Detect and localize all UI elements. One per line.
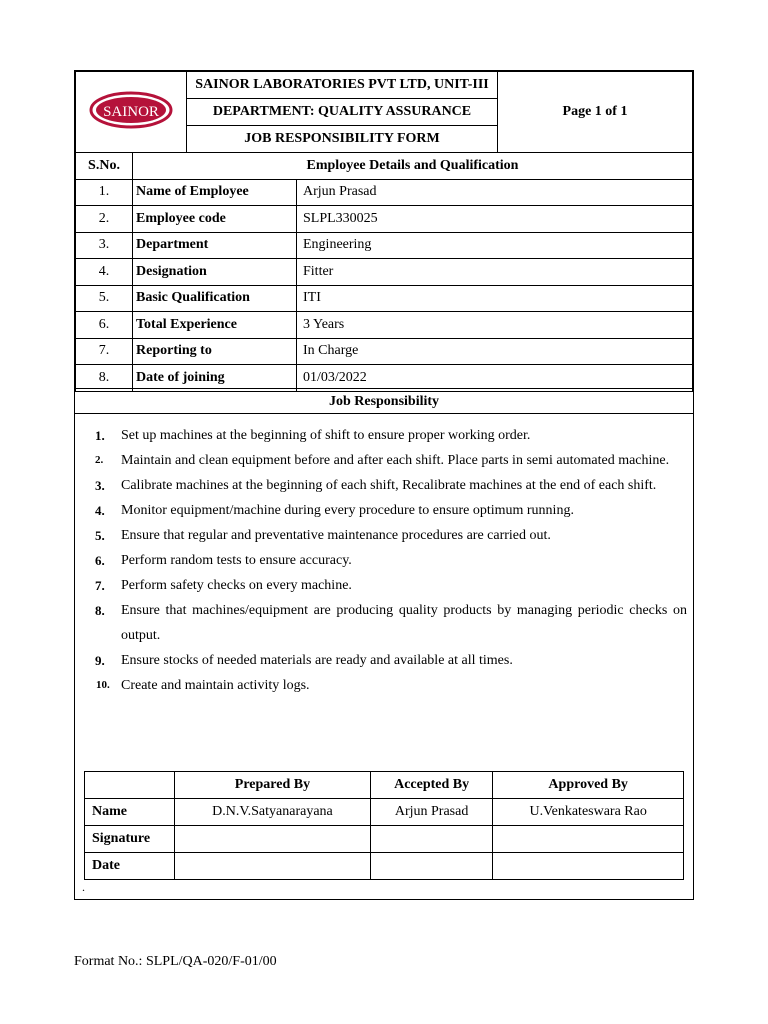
row-number: 6. bbox=[76, 312, 133, 339]
page-number: Page 1 of 1 bbox=[498, 72, 693, 153]
row-value: Engineering bbox=[297, 232, 693, 259]
prepared-date bbox=[175, 853, 371, 880]
row-label: Department bbox=[133, 232, 297, 259]
item-number: 6. bbox=[95, 553, 105, 568]
row-value: 01/03/2022 bbox=[297, 365, 693, 392]
item-number: 9. bbox=[95, 653, 105, 668]
employee-details-table bbox=[75, 152, 693, 392]
accepted-name: Arjun Prasad bbox=[370, 799, 492, 826]
row-number: 3. bbox=[76, 232, 133, 259]
detail-row bbox=[76, 232, 693, 259]
list-item bbox=[95, 523, 687, 548]
item-number: 7. bbox=[95, 578, 105, 593]
stray-dot: . bbox=[82, 880, 85, 894]
row-number: 5. bbox=[76, 285, 133, 312]
row-number: 7. bbox=[76, 338, 133, 365]
department-title: DEPARTMENT: QUALITY ASSURANCE bbox=[187, 99, 498, 126]
row-number: 8. bbox=[76, 365, 133, 392]
list-item bbox=[95, 598, 687, 648]
item-text: Set up machines at the beginning of shift to ensure proper working order. bbox=[121, 428, 531, 443]
signature-label: Signature bbox=[85, 826, 175, 853]
date-label: Date bbox=[85, 853, 175, 880]
row-label: Employee code bbox=[133, 206, 297, 233]
item-text: Maintain and clean equipment before and after each shift. Place parts in semi automated machine. bbox=[121, 453, 670, 468]
row-value: ITI bbox=[297, 285, 693, 312]
row-value: Fitter bbox=[297, 259, 693, 286]
approved-signature bbox=[493, 826, 684, 853]
list-item bbox=[95, 473, 687, 498]
approved-date bbox=[493, 853, 684, 880]
list-item bbox=[95, 648, 687, 673]
row-value: In Charge bbox=[297, 338, 693, 365]
approved-by-header: Approved By bbox=[493, 772, 684, 799]
format-number: Format No.: SLPL/QA-020/F-01/00 bbox=[74, 954, 277, 969]
item-number: 3. bbox=[95, 478, 105, 493]
item-text: Monitor equipment/machine during every procedure to ensure optimum running. bbox=[121, 503, 574, 518]
row-value: 3 Years bbox=[297, 312, 693, 339]
item-number: 2. bbox=[95, 454, 104, 466]
row-number: 2. bbox=[76, 206, 133, 233]
item-number: 8. bbox=[95, 603, 105, 618]
accepted-date bbox=[370, 853, 492, 880]
row-number: 4. bbox=[76, 259, 133, 286]
job-responsibility-heading: Job Responsibility bbox=[75, 388, 693, 414]
row-number: 1. bbox=[76, 179, 133, 206]
col-sno-header: S.No. bbox=[76, 153, 133, 180]
form-title: JOB RESPONSIBILITY FORM bbox=[187, 126, 498, 153]
item-text: Ensure that regular and preventative maintenance procedures are carried out. bbox=[121, 528, 551, 543]
item-number: 1. bbox=[95, 428, 105, 443]
prepared-name: D.N.V.Satyanarayana bbox=[175, 799, 371, 826]
item-text: Calibrate machines at the beginning of each shift, Recalibrate machines at the end of each shift. bbox=[121, 478, 657, 493]
company-name: SAINOR LABORATORIES PVT LTD, UNIT-III bbox=[187, 72, 498, 99]
detail-row bbox=[76, 312, 693, 339]
row-label: Basic Qualification bbox=[133, 285, 297, 312]
logo-cell bbox=[76, 72, 187, 153]
list-item bbox=[95, 673, 687, 698]
detail-row bbox=[76, 179, 693, 206]
list-item bbox=[95, 498, 687, 523]
row-label: Total Experience bbox=[133, 312, 297, 339]
item-number: 10. bbox=[96, 679, 110, 691]
row-value: SLPL330025 bbox=[297, 206, 693, 233]
signoff-table bbox=[84, 771, 684, 880]
item-number: 5. bbox=[95, 528, 105, 543]
responsibility-list bbox=[95, 423, 687, 698]
row-value: Arjun Prasad bbox=[297, 179, 693, 206]
svg-text:SAINOR: SAINOR bbox=[103, 103, 159, 120]
list-item bbox=[95, 573, 687, 598]
name-label: Name bbox=[85, 799, 175, 826]
prepared-by-header: Prepared By bbox=[175, 772, 371, 799]
empty-corner bbox=[85, 772, 175, 799]
row-label: Reporting to bbox=[133, 338, 297, 365]
form-header bbox=[75, 71, 693, 153]
form-frame bbox=[74, 70, 694, 900]
sainor-logo bbox=[88, 90, 174, 130]
detail-row bbox=[76, 259, 693, 286]
detail-row bbox=[76, 338, 693, 365]
row-label: Name of Employee bbox=[133, 179, 297, 206]
item-number: 4. bbox=[95, 503, 105, 518]
detail-row bbox=[76, 206, 693, 233]
accepted-signature bbox=[370, 826, 492, 853]
list-item bbox=[95, 448, 687, 473]
accepted-by-header: Accepted By bbox=[370, 772, 492, 799]
col-details-header: Employee Details and Qualification bbox=[133, 153, 693, 180]
detail-row bbox=[76, 285, 693, 312]
approved-name: U.Venkateswara Rao bbox=[493, 799, 684, 826]
item-text: Ensure stocks of needed materials are ready and available at all times. bbox=[121, 653, 513, 668]
item-text: Perform safety checks on every machine. bbox=[121, 578, 352, 593]
item-text: Ensure that machines/equipment are producing quality products by managing periodic checks on output. bbox=[121, 603, 687, 643]
row-label: Date of joining bbox=[133, 365, 297, 392]
list-item bbox=[95, 423, 687, 448]
item-text: Create and maintain activity logs. bbox=[121, 678, 310, 693]
list-item bbox=[95, 548, 687, 573]
item-text: Perform random tests to ensure accuracy. bbox=[121, 553, 352, 568]
row-label: Designation bbox=[133, 259, 297, 286]
prepared-signature bbox=[175, 826, 371, 853]
